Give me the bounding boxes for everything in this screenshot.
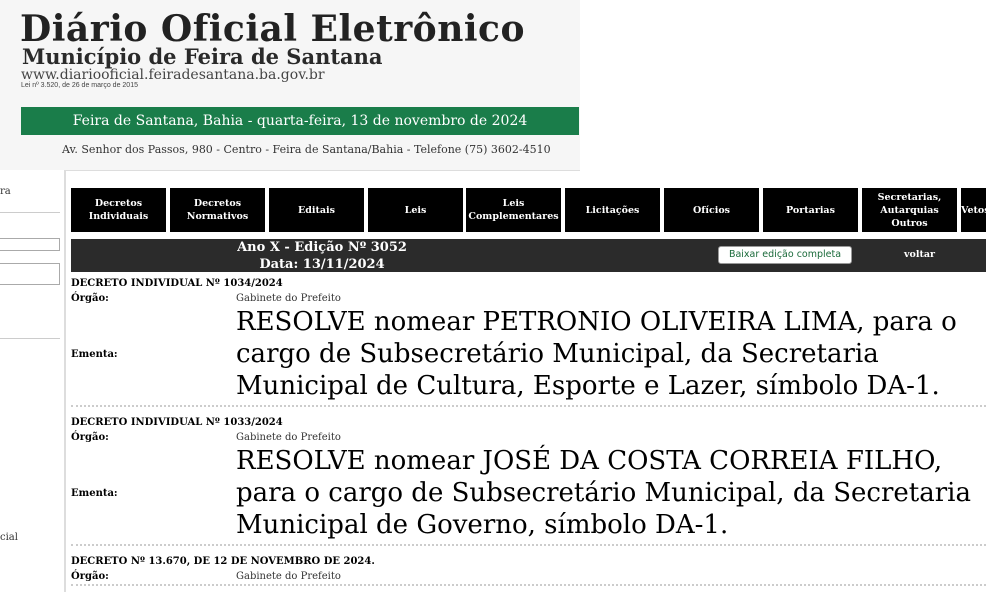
ementa-value: RESOLVE nomear PETRONIO OLIVEIRA LIMA, para o cargo de Subsecretário Municipal, da Secretaria Municipal de Cultura, Esporte e Lazer, símbolo DA-1. — [236, 307, 957, 401]
nav-decretos-individuais[interactable]: Decretos Individuais — [71, 188, 166, 232]
entry-title[interactable]: DECRETO Nº 13.670, DE 12 DE NOVEMBRO DE 2024. — [71, 556, 375, 567]
orgao-value: Gabinete do Prefeito — [236, 293, 341, 304]
orgao-row — [71, 570, 986, 584]
sidebar-divider — [0, 338, 60, 339]
ementa-row — [71, 306, 986, 405]
ementa-row — [71, 445, 986, 544]
nav-oficios[interactable]: Ofícios — [664, 188, 759, 232]
sidebar-fragment-top[interactable]: ra — [0, 186, 11, 197]
orgao-value: Gabinete do Prefeito — [236, 571, 341, 582]
nav-editais[interactable]: Editais — [269, 188, 364, 232]
list-item — [71, 553, 986, 586]
orgao-row — [71, 431, 986, 445]
sidebar — [0, 170, 66, 592]
date-bar: Feira de Santana, Bahia - quarta-feira, 13 de novembro de 2024 — [21, 107, 579, 135]
address-line: Av. Senhor dos Passos, 980 - Centro - Feira de Santana/Bahia - Telefone (75) 3602-4510 — [62, 143, 551, 156]
ementa-label: Ementa: — [71, 348, 118, 360]
header-banner — [0, 0, 580, 171]
nav-licitacoes[interactable]: Licitações — [565, 188, 660, 232]
orgao-label: Órgão: — [71, 571, 109, 582]
nav-secretarias[interactable]: Secretarias, Autarquias Outros — [862, 188, 957, 232]
sidebar-fragment-bottom[interactable]: cial — [0, 532, 18, 543]
back-link[interactable]: voltar — [904, 249, 936, 260]
orgao-label: Órgão: — [71, 432, 109, 443]
orgao-row — [71, 292, 986, 306]
edition-bar — [71, 239, 986, 272]
site-title: Diário Oficial Eletrônico — [20, 8, 525, 50]
site-subtitle: Município de Feira de Santana — [22, 44, 383, 69]
ementa-value: RESOLVE nomear JOSÉ DA COSTA CORREIA FILHO, para o cargo de Subsecretário Municipal, da Secretaria Municipal de Governo, símbolo DA-1. — [236, 446, 971, 540]
nav-leis[interactable]: Leis — [368, 188, 463, 232]
sidebar-select[interactable] — [0, 263, 60, 285]
publication-list — [71, 275, 986, 593]
edition-number: Ano X - Edição Nº 3052 — [237, 240, 407, 255]
sidebar-search-input[interactable] — [0, 238, 60, 251]
entry-title[interactable]: DECRETO INDIVIDUAL Nº 1033/2024 — [71, 417, 283, 428]
nav-vetos[interactable]: Vetos — [961, 188, 986, 232]
orgao-value: Gabinete do Prefeito — [236, 432, 341, 443]
sidebar-divider — [0, 212, 60, 213]
law-reference: Lei nº 3.520, de 26 de março de 2015 — [21, 82, 138, 89]
download-edition-button[interactable]: Baixar edição completa — [718, 246, 852, 264]
list-item — [71, 275, 986, 407]
nav-decretos-normativos[interactable]: Decretos Normativos — [170, 188, 265, 232]
edition-date: Data: 13/11/2024 — [259, 257, 385, 272]
orgao-label: Órgão: — [71, 293, 109, 304]
nav-portarias[interactable]: Portarias — [763, 188, 858, 232]
ementa-label: Ementa: — [71, 487, 118, 499]
nav-leis-complementares[interactable]: Leis Complementares — [466, 188, 561, 232]
entry-title[interactable]: DECRETO INDIVIDUAL Nº 1034/2024 — [71, 278, 283, 289]
list-item — [71, 414, 986, 546]
site-url: www.diariooficial.feiradesantana.ba.gov.br — [21, 67, 325, 83]
category-nav — [71, 188, 988, 232]
